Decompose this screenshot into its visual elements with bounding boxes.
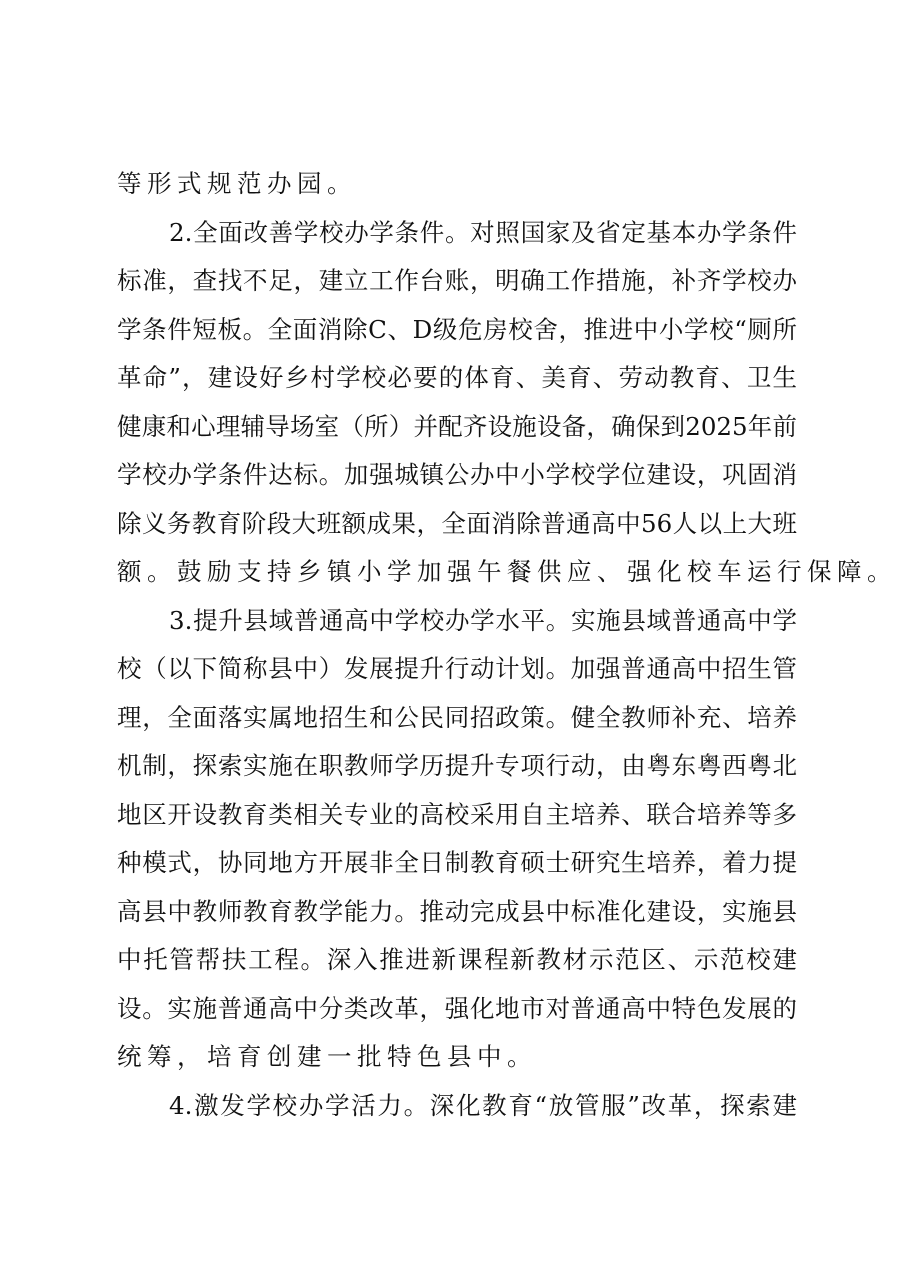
text-line-12: 理，全面落实属地招生和公民同招政策。健全教师补充、培养 [117,702,797,732]
text-line-13: 机制，探索实施在职教师学历提升专项行动，由粤东粤西粤北 [117,751,797,780]
text-line-1: 等形式规范办园。 [117,169,357,198]
paragraph-2-heading-line: 2.全面改善学校办学条件。对照国家及省定基本办学条件 [169,217,797,247]
text-line-17: 中托管帮扶工程。深入推进新课程新教材示范区、示范校建 [117,945,797,974]
text-line-7: 学校办学条件达标。加强城镇公办中小学校学位建设，巩固消 [117,460,797,489]
text-line-8: 除义务教育阶段大班额成果，全面消除普通高中56人以上大班 [117,508,797,538]
text-line-11: 校（以下简称县中）发展提升行动计划。加强普通高中招生管 [117,654,797,683]
text-line-18: 设。实施普通高中分类改革，强化地市对普通高中特色发展的 [117,993,797,1023]
text-line-4: 学条件短板。全面消除C、D级危房校舍，推进中小学校“厕所 [117,314,797,344]
text-line-14: 地区开设教育类相关专业的高校采用自主培养、联合培养等多 [117,799,797,829]
text-line-15: 种模式，协同地方开展非全日制教育硕士研究生培养，着力提 [117,848,797,877]
paragraph-4-heading-line: 4.激发学校办学活力。深化教育“放管服”改革，探索建 [169,1090,797,1120]
text-line-16: 高县中教师教育教学能力。推动完成县中标准化建设，实施县 [117,896,797,926]
text-line-9: 额。鼓励支持乡镇小学加强午餐供应、强化校车运行保障。 [117,557,897,586]
document-page [117,160,897,1130]
paragraph-3-heading-line: 3.提升县域普通高中学校办学水平。实施县域普通高中学 [169,605,797,635]
text-line-3: 标准，查找不足，建立工作台账，明确工作措施，补齐学校办 [117,266,797,295]
text-line-6: 健康和心理辅导场室（所）并配齐设施设备，确保到2025年前 [117,411,797,441]
text-line-5: 革命”，建设好乡村学校必要的体育、美育、劳动教育、卫生 [117,363,797,392]
text-line-19: 统筹，培育创建一批特色县中。 [117,1042,537,1071]
